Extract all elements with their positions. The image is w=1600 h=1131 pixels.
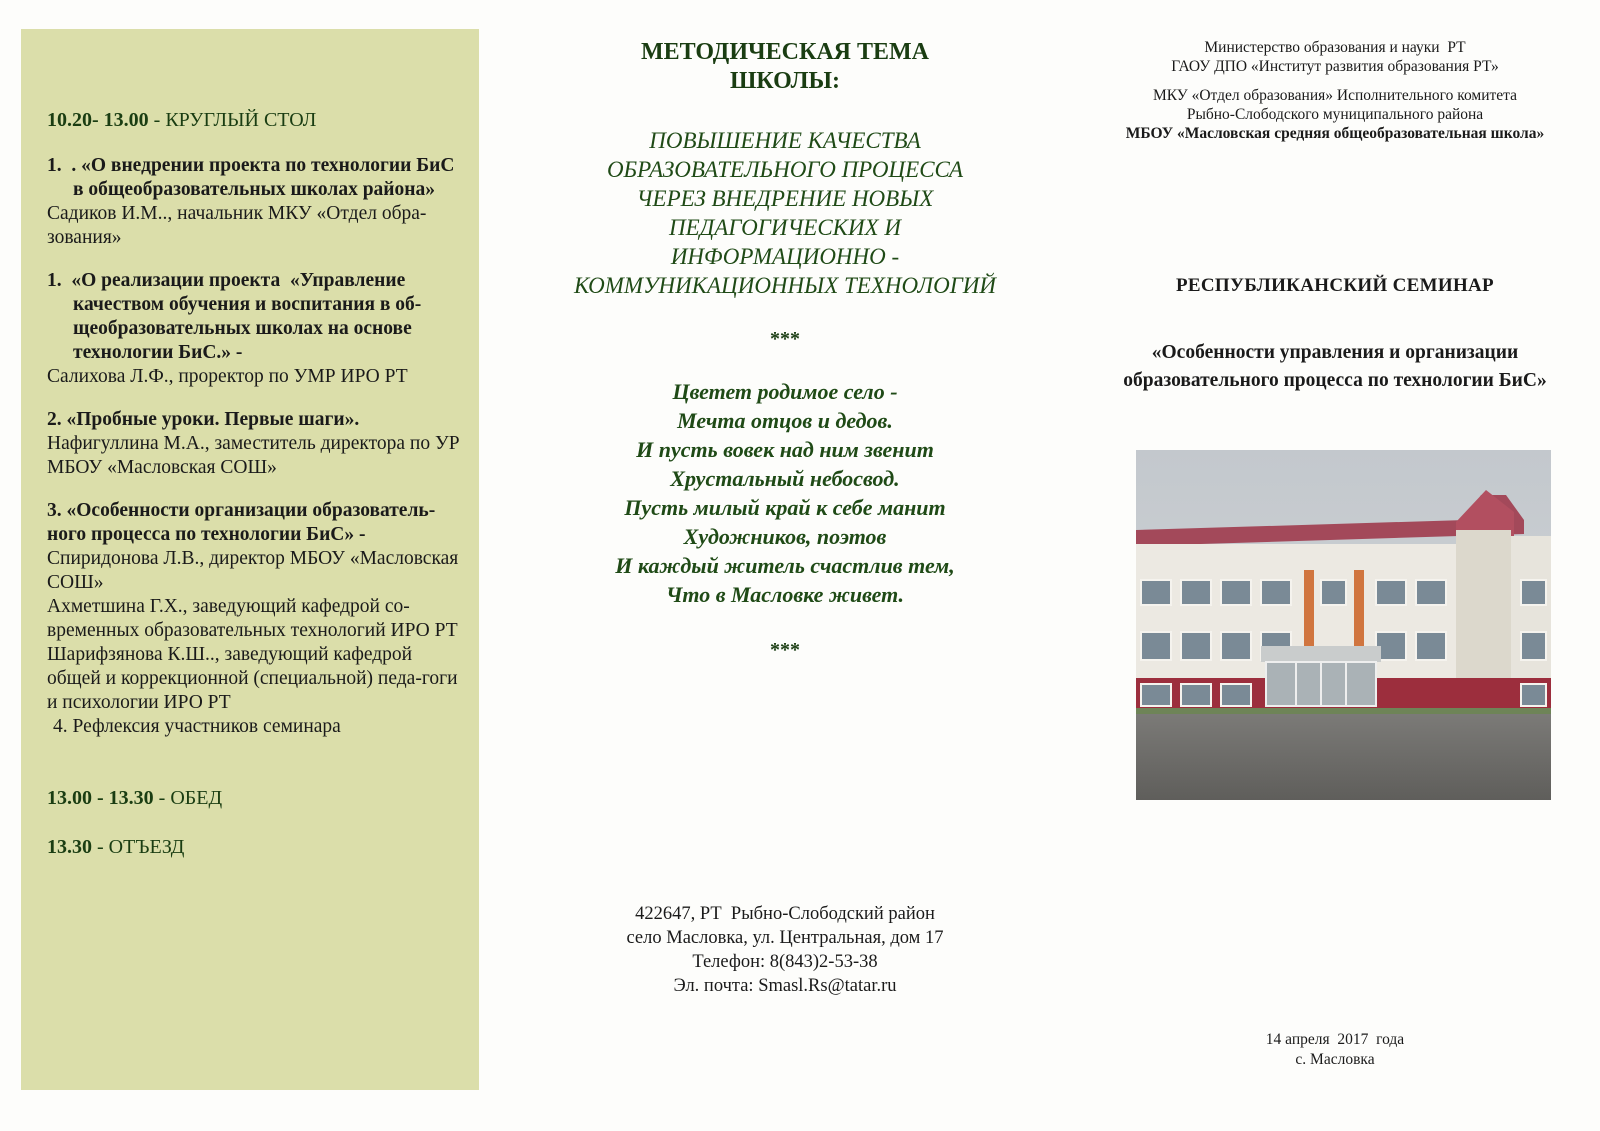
lunch-line	[47, 787, 465, 810]
department-line: МКУ «Отдел образования» Исполнительного комитета	[1152, 87, 1518, 104]
theme-line: ИНФОРМАЦИОННО -	[670, 244, 900, 269]
departure-line	[47, 836, 465, 859]
schedule-panel	[21, 29, 479, 1090]
address-line: 422647, РТ Рыбно-Слободский район	[635, 904, 935, 924]
school-name-line: МБОУ «Масловская средняя общеобразовательная школа»	[1125, 125, 1545, 142]
method-theme	[540, 126, 1030, 300]
reflection-item: 4. Рефлексия участников семинара	[53, 716, 341, 737]
item-speaker: Шарифзянова К.Ш.., заведующий кафедрой общей и коррекционной (специальной) педа-гоги и психологии ИРО РТ	[47, 644, 458, 713]
seminar-title: РЕСПУБЛИКАНСКИЙ СЕМИНАР	[1176, 275, 1494, 296]
lunch-label: - ОБЕД	[153, 787, 223, 809]
departure-label: - ОТЪЕЗД	[92, 836, 185, 858]
schedule-item-3	[47, 408, 465, 480]
method-theme-panel	[540, 38, 1030, 662]
method-title	[540, 38, 1030, 96]
poem-line: Художников, поэтов	[683, 524, 887, 549]
item-title: 1. «О реализации проекта «Управление качеством обучения и воспитания в об-щеобразовательных школах на основе технологии БиС.» -	[47, 270, 422, 363]
poem-line: И пусть вовек над ним звенит	[636, 437, 934, 462]
item-title: 3. «Особенности организации образователь-ного процесса по технологии БиС» -	[47, 500, 436, 545]
poem-line: Пусть милый край к себе манит	[624, 495, 946, 520]
theme-line: ПЕДАГОГИЧЕСКИХ И	[669, 215, 901, 240]
seminar-topic-line: «Особенности управления и организации	[1151, 342, 1519, 363]
round-table-heading	[47, 109, 465, 132]
divider-stars: ***	[770, 328, 800, 350]
item-speaker: Спиридонова Л.В., директор МБОУ «Масловская СОШ»	[47, 548, 459, 593]
seminar-date-block	[1090, 1030, 1580, 1070]
poem	[540, 377, 1030, 609]
cover-panel	[1090, 38, 1580, 395]
ministry-line: Министерство образования и науки РТ	[1204, 39, 1466, 56]
poem-line: Мечта отцов и дедов.	[677, 408, 893, 433]
theme-line: ОБРАЗОВАТЕЛЬНОГО ПРОЦЕССА	[606, 157, 964, 182]
schedule-item-4	[47, 499, 465, 715]
item-speaker: Нафигуллина М.А., заместитель директора по УР МБОУ «Масловская СОШ»	[47, 433, 460, 478]
school-building-image	[1136, 450, 1551, 800]
district-line: Рыбно-Слободского муниципального района	[1186, 106, 1484, 123]
departure-time: 13.30	[47, 836, 92, 858]
theme-line: КОММУНИКАЦИОННЫХ ТЕХНОЛОГИЙ	[573, 273, 997, 298]
poem-line: Хрустальный небосвод.	[670, 466, 900, 491]
schedule-item-1	[47, 154, 465, 250]
institute-line: ГАОУ ДПО «Институт развития образования РТ»	[1171, 58, 1499, 75]
item-speaker: Салихова Л.Ф., проректор по УМР ИРО РТ	[47, 366, 408, 387]
phone-line: Телефон: 8(843)2-53-38	[692, 952, 878, 972]
email-line: Эл. почта: Smasl.Rs@tatar.ru	[673, 976, 897, 996]
method-title-line-2: ШКОЛЫ:	[729, 68, 841, 94]
department-block	[1090, 86, 1580, 143]
method-title-line-1: МЕТОДИЧЕСКАЯ ТЕМА	[640, 39, 930, 65]
item-title: 1. . «О внедрении проекта по технологии БиС в общеобразовательных школах района»	[47, 155, 455, 200]
round-table-time: 10.20- 13.00	[47, 109, 149, 131]
school-building-photo	[1136, 450, 1551, 800]
divider-stars: ***	[770, 639, 800, 661]
poem-line: Что в Масловке живет.	[665, 582, 905, 607]
ministry-block	[1090, 38, 1580, 76]
seminar-topic-line: образовательного процесса по технологии БиС»	[1123, 370, 1547, 391]
schedule-item-2	[47, 269, 465, 389]
address-line: село Масловка, ул. Центральная, дом 17	[626, 928, 944, 948]
item-speaker: Ахметшина Г.Х., заведующий кафедрой со-временных образовательных технологий ИРО РТ	[47, 596, 458, 641]
poem-line: Цветет родимое село -	[672, 379, 898, 404]
theme-line: ПОВЫШЕНИЕ КАЧЕСТВА	[649, 128, 921, 153]
theme-line: ЧЕРЕЗ ВНЕДРЕНИЕ НОВЫХ	[636, 186, 934, 211]
seminar-date: 14 апреля 2017 года	[1265, 1031, 1405, 1048]
item-title: 2. «Пробные уроки. Первые шаги».	[47, 409, 360, 430]
poem-line: И каждый житель счастлив тем,	[615, 553, 955, 578]
seminar-topic	[1090, 339, 1580, 395]
seminar-place: с. Масловка	[1295, 1051, 1375, 1068]
lunch-time: 13.00 - 13.30	[47, 787, 154, 809]
school-address	[540, 902, 1030, 998]
round-table-label: - КРУГЛЫЙ СТОЛ	[148, 109, 317, 131]
item-speaker: Садиков И.М.., начальник МКУ «Отдел обра-зования»	[47, 203, 427, 248]
